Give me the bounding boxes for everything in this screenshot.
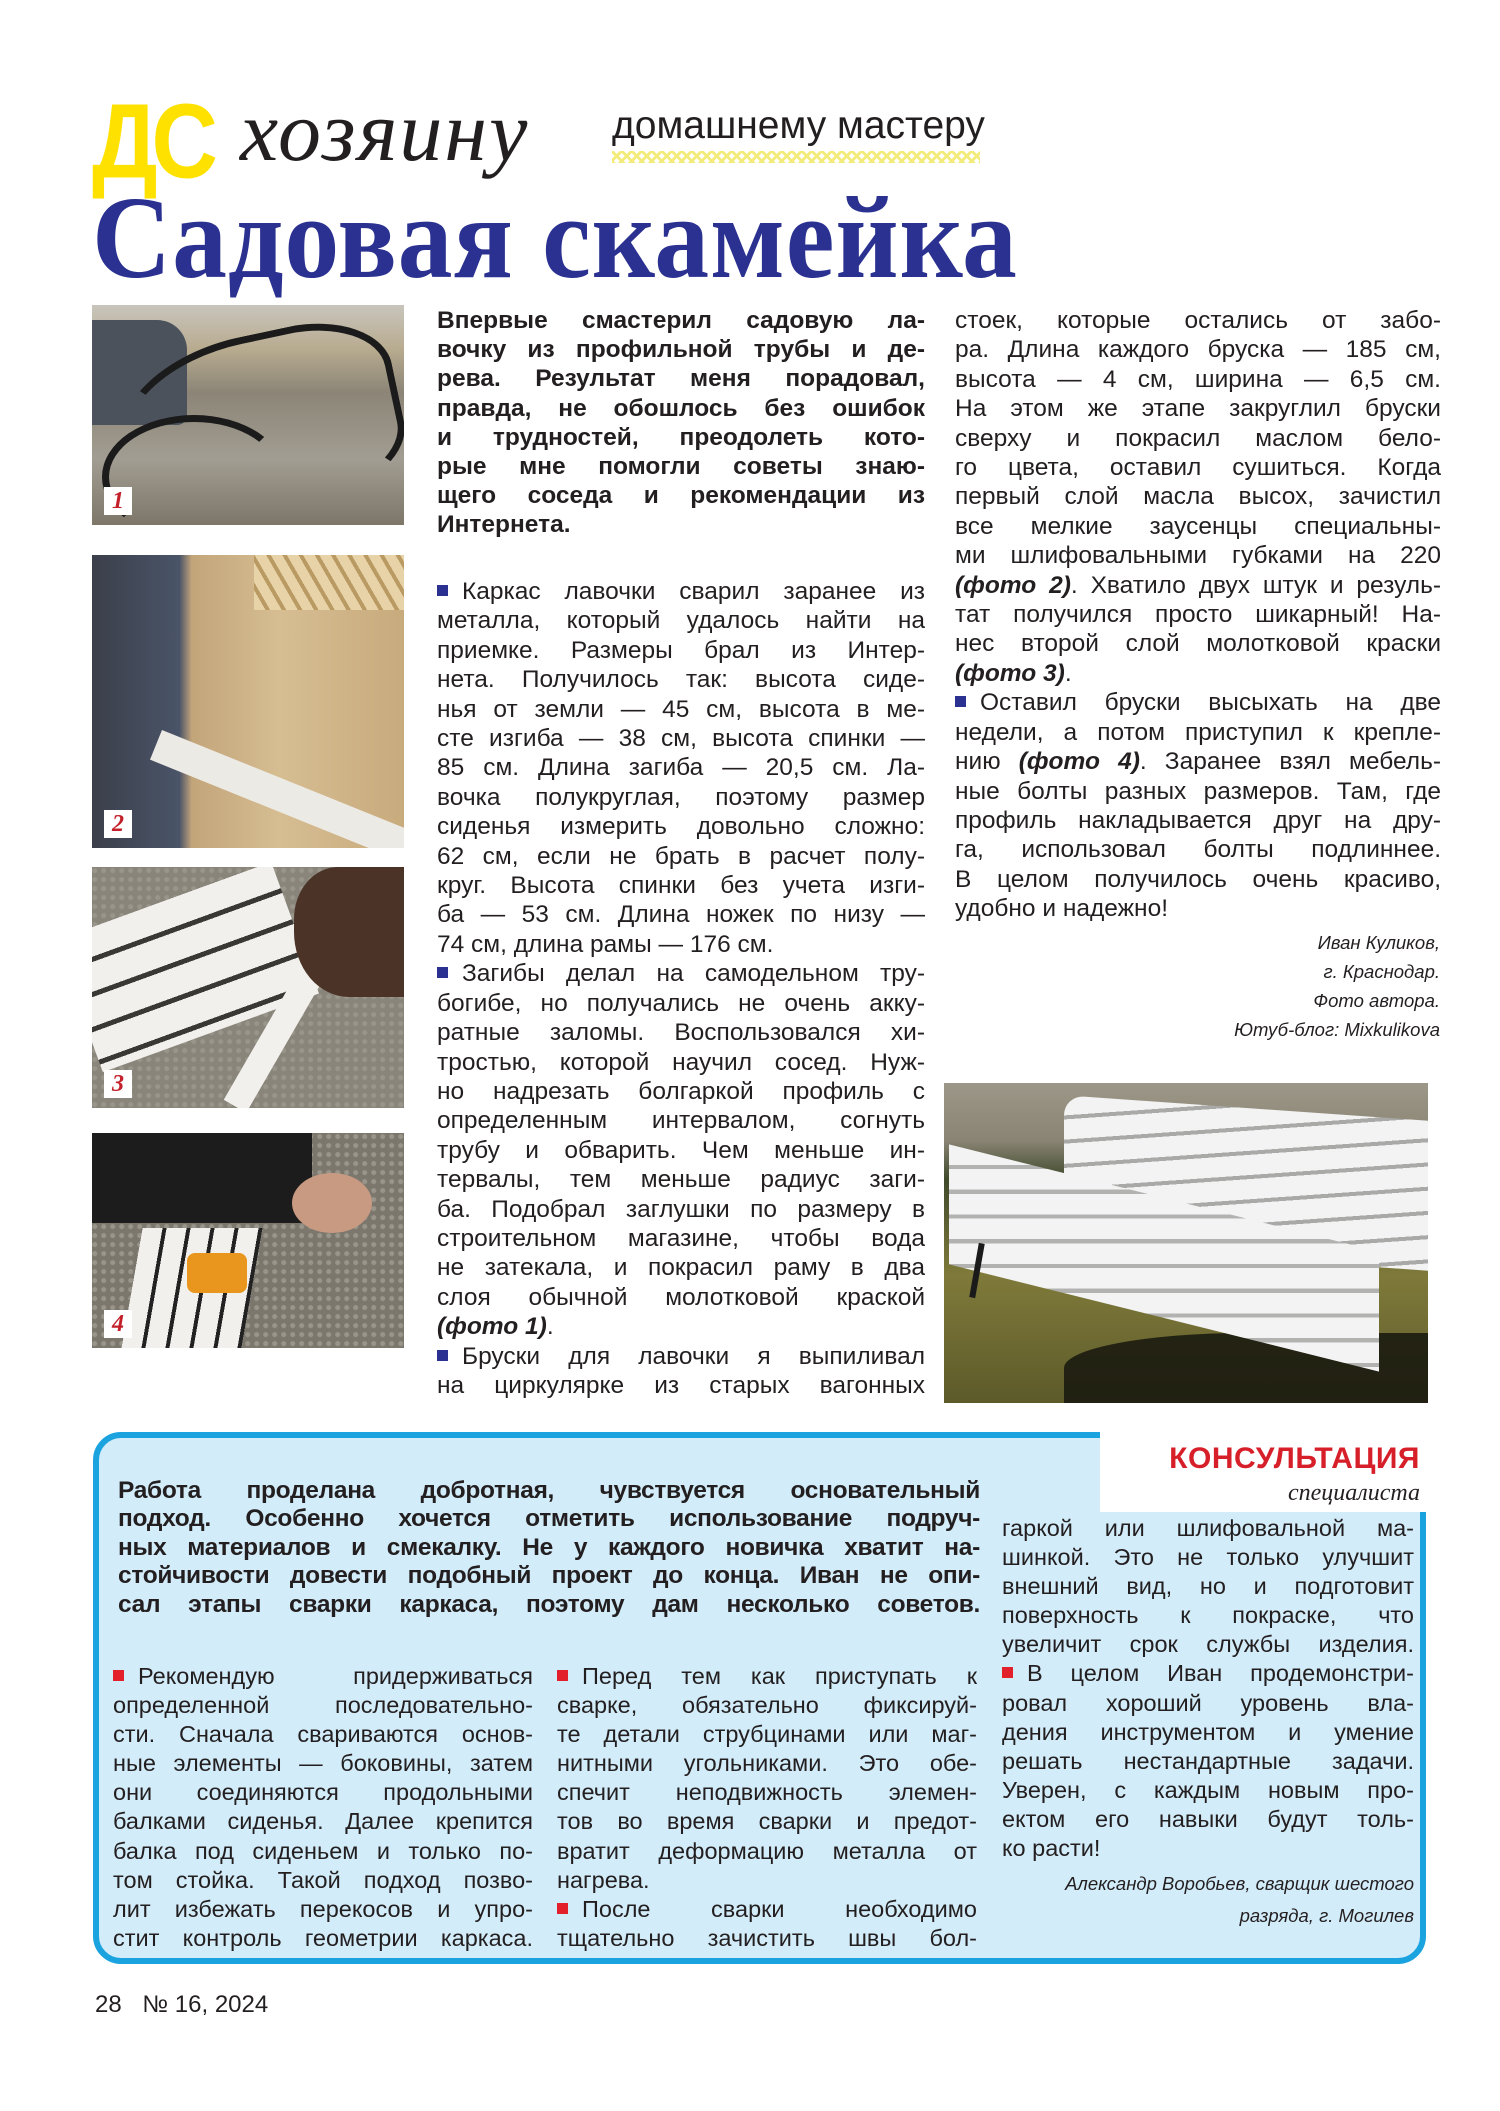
photo-reference: (фото 4)	[1018, 748, 1140, 776]
photo-reference: (фото 1)	[437, 1313, 547, 1341]
plank-shape	[150, 730, 404, 848]
rubric-ornament	[612, 151, 980, 163]
photo-number-badge: 4	[104, 1310, 132, 1338]
drill-shape	[187, 1253, 247, 1293]
bullet-icon	[437, 585, 448, 596]
bullet-icon	[955, 696, 966, 707]
author-blog: Ютуб-блог: Mixkulikova	[1234, 1019, 1440, 1040]
article-column-middle: Каркас лавочки сварил заранее из металла, который удалось найти на приемке. Размеры брал из Интер- нета. Получилось так: высота сиде- нья от земли — 45 см, высота в ме- сте изгиба — 38 см, высота спинки — 85 см. Длина загиба — 20,5 см. Ла- вочка полукруглая, поэтому размер сиденья измерить довольно сложно: 62 см, если не брать в расчет полу- круг. Высота спинки без учета изги- ба — 53 см. Длина ножек по низу — 74 см, длина рамы — 176 см. Загибы делал на самодельном тру- богибе, но получались не очень акку- ратные заломы. Воспользовался хи- тростью, которой научил сосед. Нуж- но надрезать болгаркой профиль с определенным интервалом, согнуть трубу и обварить. Чем меньше ин- тервалы, тем меньше радиус заги- ба. Подобрал заглушки по размеру в строительном магазине, чтобы вода не затекала, и покрасил раму в два слоя обычной молотковой краской (фото 1). Бруски для лавочки я выпиливал на циркулярке из старых вагонных	[437, 578, 925, 1399]
photo-number-badge: 1	[104, 487, 132, 515]
bullet-icon	[437, 1350, 448, 1361]
photo-1	[92, 305, 404, 525]
bullet-icon	[557, 1670, 568, 1681]
main-bench-photo	[944, 1083, 1428, 1403]
bullet-icon	[113, 1670, 124, 1681]
rubric-logo: ДС	[92, 83, 212, 201]
page-number: 28	[95, 1991, 122, 2018]
photo-2	[92, 555, 404, 848]
expert-signature: Александр Воробьев, сварщик шестого	[1065, 1873, 1414, 1894]
bullet-icon	[437, 967, 448, 978]
consultation-title: КОНСУЛЬТАЦИЯ	[1169, 1442, 1420, 1475]
person-shape	[92, 1133, 312, 1223]
photo-3	[92, 867, 404, 1108]
bullet-icon	[557, 1903, 568, 1914]
head-shape	[292, 1173, 372, 1233]
author-name: Иван Куликов,	[1317, 932, 1440, 953]
article-column-right: стоек, которые остались от забо- ра. Длина каждого бруска — 185 см, высота — 4 см, ширина — 6,5 см. На этом же этапе закруглил бруски сверху и покрасил маслом бело- го цвета, оставил сушиться. Когда первый слой масла высох, зачистил все мелкие заусенцы специальны- ми шлифовальными губками на 220 (фото 2). Хватило двух штук и резуль- тат получился просто шикарный! На- нес второй слой молотковой краски (фото 3). Оставил бруски высыхать на две недели, а потом приступил к крепле- нию (фото 4). Заранее взял мебель- ные болты разных размеров. Там, где профиль накладывается друг на дру- га, использовал болты подлиннее. В целом получилось очень красиво, удобно и надежно!	[955, 307, 1441, 923]
rubric-subtitle: домашнему мастеру	[612, 104, 985, 147]
consultation-subtitle: специалиста	[1287, 1480, 1420, 1506]
photo-reference: (фото 3)	[955, 659, 1065, 687]
photo-reference: (фото 2)	[955, 571, 1071, 599]
photo-number-badge: 3	[104, 1070, 132, 1098]
bullet-icon	[1002, 1667, 1013, 1678]
consultation-column-3: гаркой или шлифовальной ма- шинкой. Это не только улучшит внешний вид, но и подготовит поверхность к покраске, что увеличит срок службы изделия. В целом Иван продемонстри- ровал хороший уровень вла- дения инструментом и умение решать нестандартные задачи. Уверен, с каждым новым про- ектом его навыки будут толь- ко расти!	[1002, 1515, 1414, 1862]
rubric-name: хозяину	[240, 83, 530, 179]
article-lead: Впервые смастерил садовую ла- вочку из профильной трубы и де- рева. Результат меня порадовал, правда, не обошлось без ошибок и трудностей, преодолеть кото- рые мне помогли советы знаю- щего соседа и рекомендации из Интернета.	[437, 307, 925, 539]
photo-number-badge: 2	[104, 810, 132, 838]
consultation-column-2: Перед тем как приступать к сварке, обязательно фиксируй- те детали струбцинами или маг- нитными угольниками. Это обе- спечит неподвижность элемен- тов во время сварки и предот- вратит деформацию металла от нагрева. После сварки необходимо тщательно зачистить швы бол-	[557, 1663, 977, 1951]
woodpile-shape	[254, 555, 404, 610]
issue-info: № 16, 2024	[142, 1991, 269, 2018]
consultation-column-1: Рекомендую придерживаться определенной последовательно- сти. Сначала свариваются основ- ные элементы — боковины, затем они соединяются продольными балками сиденья. Далее крепится балка под сиденьем и только по- том стойка. Такой подход позво- лит избежать перекосов и упро- стит контроль геометрии каркаса.	[113, 1663, 533, 1951]
article-title: Садовая скамейка	[92, 172, 1018, 303]
expert-signature-line2: разряда, г. Могилев	[1239, 1905, 1414, 1926]
page-footer	[95, 1990, 282, 2020]
author-city: г. Краснодар.	[1323, 961, 1440, 982]
consultation-intro: Работа проделана добротная, чувствуется основательный подход. Особенно хочется отметить использование подруч- ных материалов и смекалку. Не у каждого новичка хватит на- стойчивости довести подобный проект до конца. Иван не опи- сал этапы сварки каркаса, поэтому дам несколько советов.	[118, 1477, 980, 1618]
photo-4	[92, 1133, 404, 1348]
photo-credit: Фото автора.	[1313, 990, 1440, 1011]
person-shape	[294, 867, 404, 997]
